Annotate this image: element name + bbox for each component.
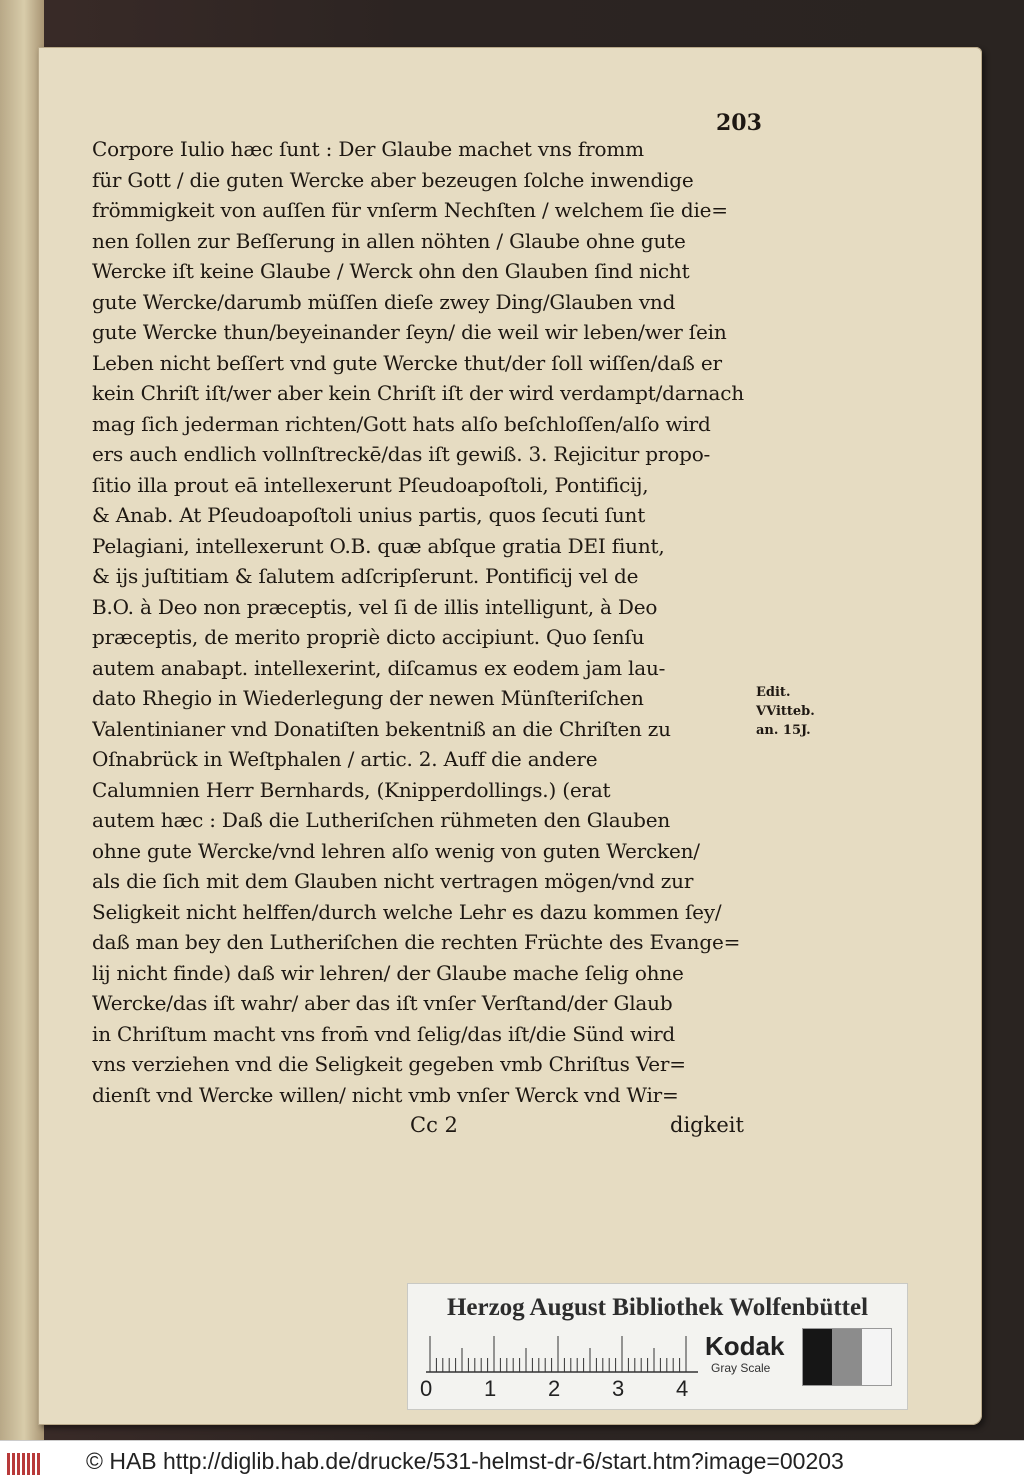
text-line: ſitio illa prout eā intellexerunt Pſeudoapoſtoli, Pontificij, [92, 472, 649, 497]
gray-swatch [862, 1329, 891, 1385]
catchword: digkeit [670, 1113, 744, 1137]
page-number: 203 [716, 110, 762, 136]
ruler-numbers [420, 1376, 700, 1404]
hab-logo-icon [6, 1449, 46, 1477]
kodak-gray-scale-label: Gray Scale [711, 1361, 771, 1375]
text-line: ohne gute Wercke/vnd lehren alſo wenig von guten Wercken/ [92, 838, 700, 863]
text-line: Wercke/das iſt wahr/ aber das iſt vnſer Verſtand/der Glaub [92, 991, 673, 1015]
page-text [92, 134, 772, 1110]
ruler-number: 1 [484, 1376, 497, 1401]
text-line: Valentinianer vnd Donatiſten bekentniß an die Chriſten zu [92, 716, 671, 741]
copyright-url: © HAB http://diglib.hab.de/drucke/531-helmst-dr-6/start.htm?image=00203 [86, 1448, 844, 1474]
ruler-number: 4 [676, 1376, 689, 1401]
text-line: autem hæc : Daß die Lutheriſchen rühmeten den Glauben [92, 808, 671, 832]
text-line: mag ſich jederman richten/Gott hats alſo beſchloſſen/alſo wird [92, 411, 711, 436]
margin-note-line: Edit. [756, 685, 791, 700]
text-line: & ijs juſtitiam & ſalutem adſcripſerunt. Pontificij vel de [92, 564, 639, 588]
ruler-number: 2 [548, 1376, 561, 1401]
text-line: frömmigkeit von auſſen für vnſerm Nechſten / welchem ſie die= [92, 198, 728, 222]
text-line: Leben nicht beſſert vnd gute Wercke thut/der ſoll wiſſen/daß er [92, 350, 722, 375]
gray-swatch [832, 1329, 861, 1385]
text-line: Pelagiani, intellexerunt O.B. quæ abſque gratia DEI fiunt, [92, 533, 665, 558]
ruler-number: 3 [612, 1376, 625, 1401]
text-line: præceptis, de merito propriè dicto accipiunt. Quo ſenſu [92, 625, 645, 649]
gray-swatch [803, 1329, 832, 1385]
text-line: nen ſollen zur Beſſerung in allen nöhten / Glaube ohne gute [92, 228, 686, 253]
margin-note-line: VVitteb. [756, 704, 815, 719]
text-line: Seligkeit nicht helffen/durch welche Lehr es dazu kommen ſey/ [92, 899, 722, 924]
color-target-card [407, 1283, 908, 1410]
ruler-scale [426, 1334, 698, 1374]
text-line: gute Wercke thun/beyeinander ſeyn/ die weil wir leben/wer ſein [92, 320, 727, 344]
text-line: Calumnien Herr Bernhards, (Knipperdollings.) (erat [92, 777, 611, 802]
footer-bar [0, 1440, 1024, 1484]
text-line: Corpore Iulio hæc ſunt : Der Glaube machet vns fromm [92, 137, 644, 161]
text-line: dienſt vnd Wercke willen/ nicht vmb vnſer Werck vnd Wir= [92, 1082, 679, 1107]
ruler-number: 0 [420, 1376, 433, 1401]
text-line: daß man bey den Lutheriſchen die rechten Früchte des Evange= [92, 930, 741, 954]
text-line: kein Chriſt iſt/wer aber kein Chriſt iſt der wird verdampt/darnach [92, 381, 744, 405]
text-line: B.O. à Deo non præceptis, vel ſi de illis intelligunt, à Deo [92, 594, 658, 619]
kodak-logo [705, 1331, 791, 1381]
text-line: dato Rhegio in Wiederlegung der newen Münſteriſchen [92, 686, 644, 710]
gray-scale-swatches [802, 1328, 892, 1386]
text-line: Wercke iſt keine Glaube / Werck ohn den Glauben ſind nicht [92, 259, 690, 283]
margin-note [756, 683, 826, 740]
text-line: als die ſich mit dem Glauben nicht vertragen mögen/vnd zur [92, 869, 694, 893]
signature-mark: Cc 2 [410, 1113, 458, 1137]
text-line: in Chriſtum macht vns from̄ vnd ſelig/das iſt/die Sünd wird [92, 1021, 676, 1046]
text-line: autem anabapt. intellexerint, diſcamus ex eodem jam lau- [92, 655, 666, 680]
library-name: Herzog August Bibliothek Wolfenbüttel [446, 1294, 869, 1321]
text-line: lij nicht finde) daß wir lehren/ der Glaube mache ſelig ohne [92, 960, 684, 985]
text-line: ers auch endlich vollnſtreckē/das iſt gewiß. 3. Rejicitur propo- [92, 442, 711, 466]
margin-note-line: an. 15J. [756, 723, 811, 738]
text-line: vns verziehen vnd die Seligkeit gegeben vmb Chriſtus Ver= [92, 1052, 686, 1076]
text-line: & Anab. At Pſeudoapoſtoli unius partis, quos ſecuti ſunt [92, 503, 646, 527]
text-line: gute Wercke/darumb müſſen dieſe zwey Ding/Glauben vnd [92, 289, 676, 314]
text-line: Oſnabrück in Weſtphalen / artic. 2. Auff die andere [92, 747, 598, 771]
kodak-brand: Kodak [705, 1331, 785, 1361]
text-line: für Gott / die guten Wercke aber bezeugen ſolche inwendige [92, 167, 694, 192]
